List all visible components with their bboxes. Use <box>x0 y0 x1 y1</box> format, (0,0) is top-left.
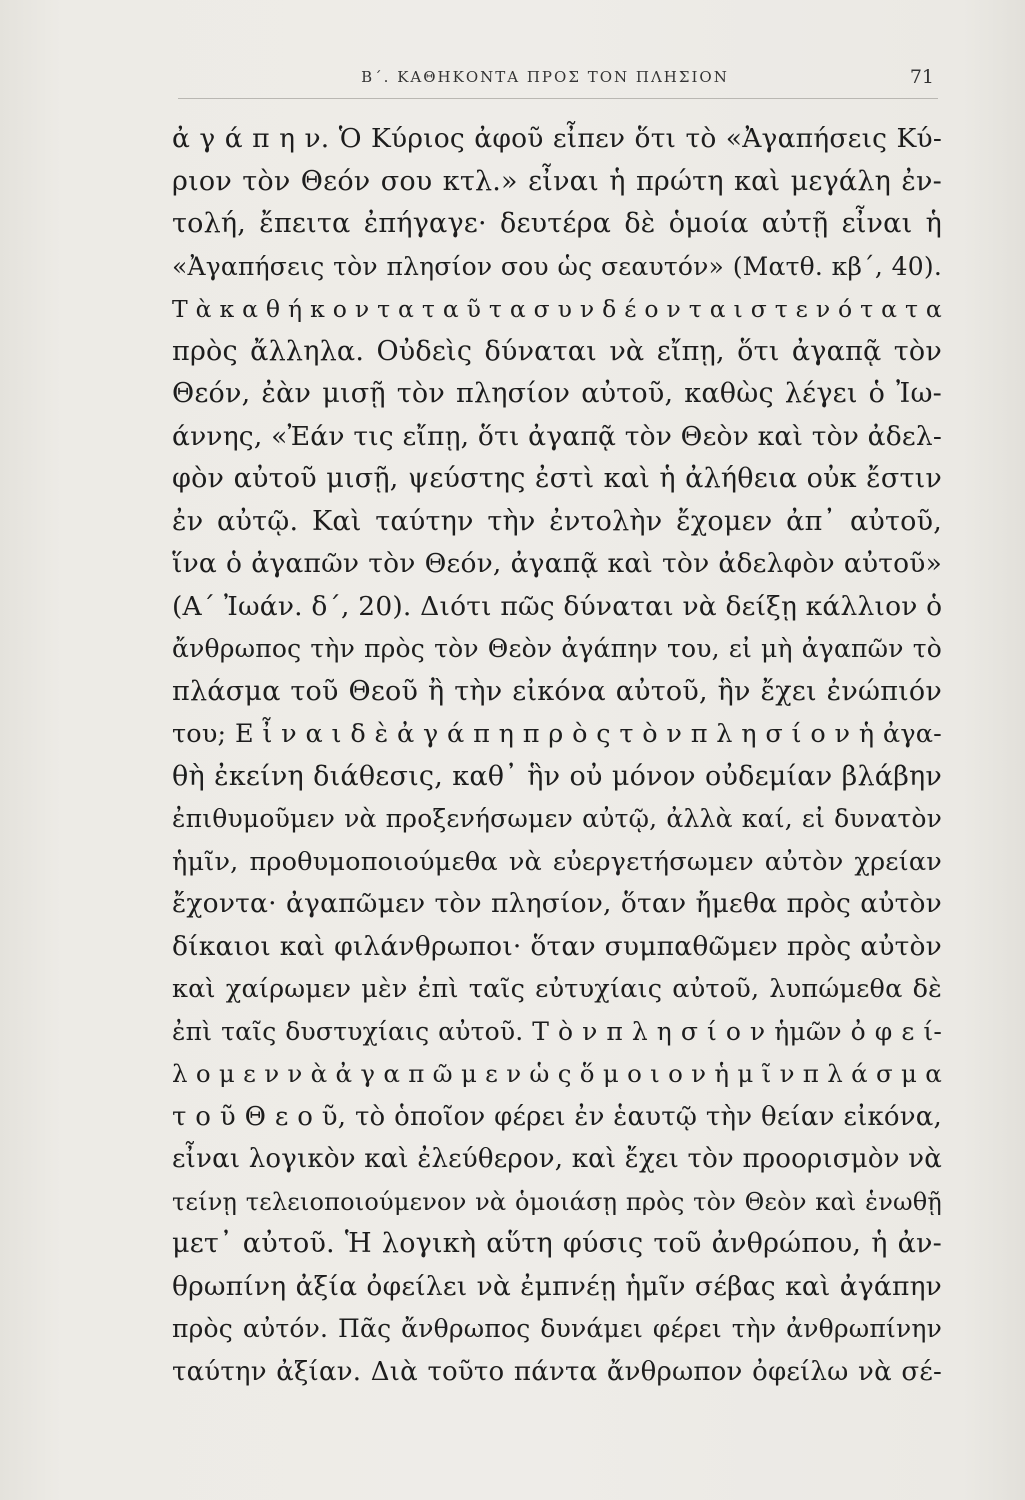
text-line: (Α΄ Ἰωάν. δ΄, 20). Διότι πῶς δύναται νὰ δείξῃ κάλλιον ὁ <box>172 590 943 622</box>
text-line: του; Ε ἶ ν α ι δ ὲ ἀ γ ά π η π ρ ὸ ς τ ὸ ν π λ η σ ί ο ν ἡ ἀγα- <box>172 719 942 749</box>
text-line: μετ᾽ αὐτοῦ. Ἡ λογικὴ αὕτη φύσις τοῦ ἀνθρώπου, ἡ ἀν- <box>172 1228 942 1259</box>
header-rule <box>178 98 938 99</box>
page-number: 71 <box>909 66 934 88</box>
text-line: τολή, ἔπειτα ἐπήγαγε· δευτέρα δὲ ὁμοία αὐτῇ εἶναι ἡ <box>172 208 942 239</box>
text-line: εἶναι λογικὸν καὶ ἐλεύθερον, καὶ ἔχει τὸν προορισμὸν νὰ <box>172 1144 942 1174</box>
text-line: θὴ ἐκείνη διάθεσις, καθ᾽ ἣν οὐ μόνον οὐδεμίαν βλάβην <box>172 760 942 792</box>
text-line: πρὸς αὐτόν. Πᾶς ἄνθρωπος δυνάμει φέρει τὴν ἀνθρωπίνην <box>172 1314 942 1343</box>
text-line: δίκαιοι καὶ φιλάνθρωποι· ὅταν συμπαθῶμεν πρὸς αὐτὸν <box>172 930 942 962</box>
text-line: τ ο ῦ Θ ε ο ῦ, τὸ ὁποῖον φέρει ἐν ἑαυτῷ τὴν θείαν εἰκόνα, <box>172 1101 942 1132</box>
text-line: πλάσμα τοῦ Θεοῦ ἢ τὴν εἰκόνα αὐτοῦ, ἣν ἔχει ἐνώπιόν <box>172 675 942 707</box>
text-line: ἔχοντα· ἀγαπῶμεν τὸν πλησίον, ὅταν ἤμεθα πρὸς αὐτὸν <box>172 888 942 919</box>
text-line: Τ ὰ κ α θ ή κ ο ν τ α τ α ῦ τ α σ υ ν δ έ ο ν τ α ι σ τ ε ν ό τ α τ α <box>172 295 942 323</box>
text-line: ταύτην ἀξίαν. Διὰ τοῦτο πάντα ἄνθρωπον ὀφείλω νὰ σέ- <box>172 1356 942 1387</box>
text-line: καὶ χαίρωμεν μὲν ἐπὶ ταῖς εὐτυχίαις αὐτοῦ, λυπώμεθα δὲ <box>172 974 942 1004</box>
text-line: τείνῃ τελειοποιούμενον νὰ ὁμοιάσῃ πρὸς τὸν Θεὸν καὶ ἑνωθῇ <box>172 1187 942 1216</box>
text-line: πρὸς ἄλληλα. Οὐδεὶς δύναται νὰ εἴπῃ, ὅτι ἀγαπᾷ τὸν <box>172 335 942 367</box>
text-line: ἵνα ὁ ἀγαπῶν τὸν Θεόν, ἀγαπᾷ καὶ τὸν ἀδελφὸν αὐτοῦ» <box>172 548 942 579</box>
text-line: φὸν αὐτοῦ μισῇ, ψεύστης ἐστὶ καὶ ἡ ἀλήθεια οὐκ ἔστιν <box>172 463 942 494</box>
text-line: ἡμῖν, προθυμοποιούμεθα νὰ εὐεργετήσωμεν αὐτὸν χρείαν <box>172 846 942 877</box>
running-head <box>150 66 940 96</box>
running-title: Β΄. ΚΑΘΗΚΟΝΤΑ ΠΡΟΣ ΤΟΝ ΠΛΗΣΙΟΝ <box>361 68 729 86</box>
text-line: «Ἀγαπήσεις τὸν πλησίον σου ὡς σεαυτόν» (Ματθ. κβ΄, 40). <box>172 251 942 281</box>
text-line: ἀ γ ά π η ν. Ὁ Κύριος ἀφοῦ εἶπεν ὅτι τὸ «Ἀγαπήσεις Κύ- <box>172 123 942 154</box>
text-line: ἐπὶ ταῖς δυστυχίαις αὐτοῦ. Τ ὸ ν π λ η σ ί ο ν ἡμῶν ὀ φ ε ί- <box>172 1016 942 1046</box>
body-text <box>172 118 942 1393</box>
text-line: ἄνθρωπος τὴν πρὸς τὸν Θεὸν ἀγάπην του, εἰ μὴ ἀγαπῶν τὸ <box>172 634 942 663</box>
text-line: άννης, «Ἐάν τις εἴπῃ, ὅτι ἀγαπᾷ τὸν Θεὸν καὶ τὸν ἀδελ- <box>172 420 942 452</box>
text-line: θρωπίνη ἀξία ὀφείλει νὰ ἐμπνέῃ ἡμῖν σέβας καὶ ἀγάπην <box>172 1270 942 1302</box>
text-line: ἐπιθυμοῦμεν νὰ προξενήσωμεν αὐτῷ, ἀλλὰ καί, εἰ δυνατὸν <box>172 804 942 833</box>
text-line: Θεόν, ἐὰν μισῇ τὸν πλησίον αὐτοῦ, καθὼς λέγει ὁ Ἰω- <box>172 378 942 409</box>
text-line: λ ο μ ε ν ν ὰ ἀ γ α π ῶ μ ε ν ὡ ς ὅ μ ο ι ο ν ἡ μ ῖ ν π λ ά σ μ α <box>172 1059 942 1088</box>
text-line: ριον τὸν Θεόν σου κτλ.» εἶναι ἡ πρώτη καὶ μεγάλη ἐν- <box>172 165 942 197</box>
text-line: ἐν αὐτῷ. Καὶ ταύτην τὴν ἐντολὴν ἔχομεν ἀπ᾽ αὐτοῦ, <box>172 505 942 537</box>
